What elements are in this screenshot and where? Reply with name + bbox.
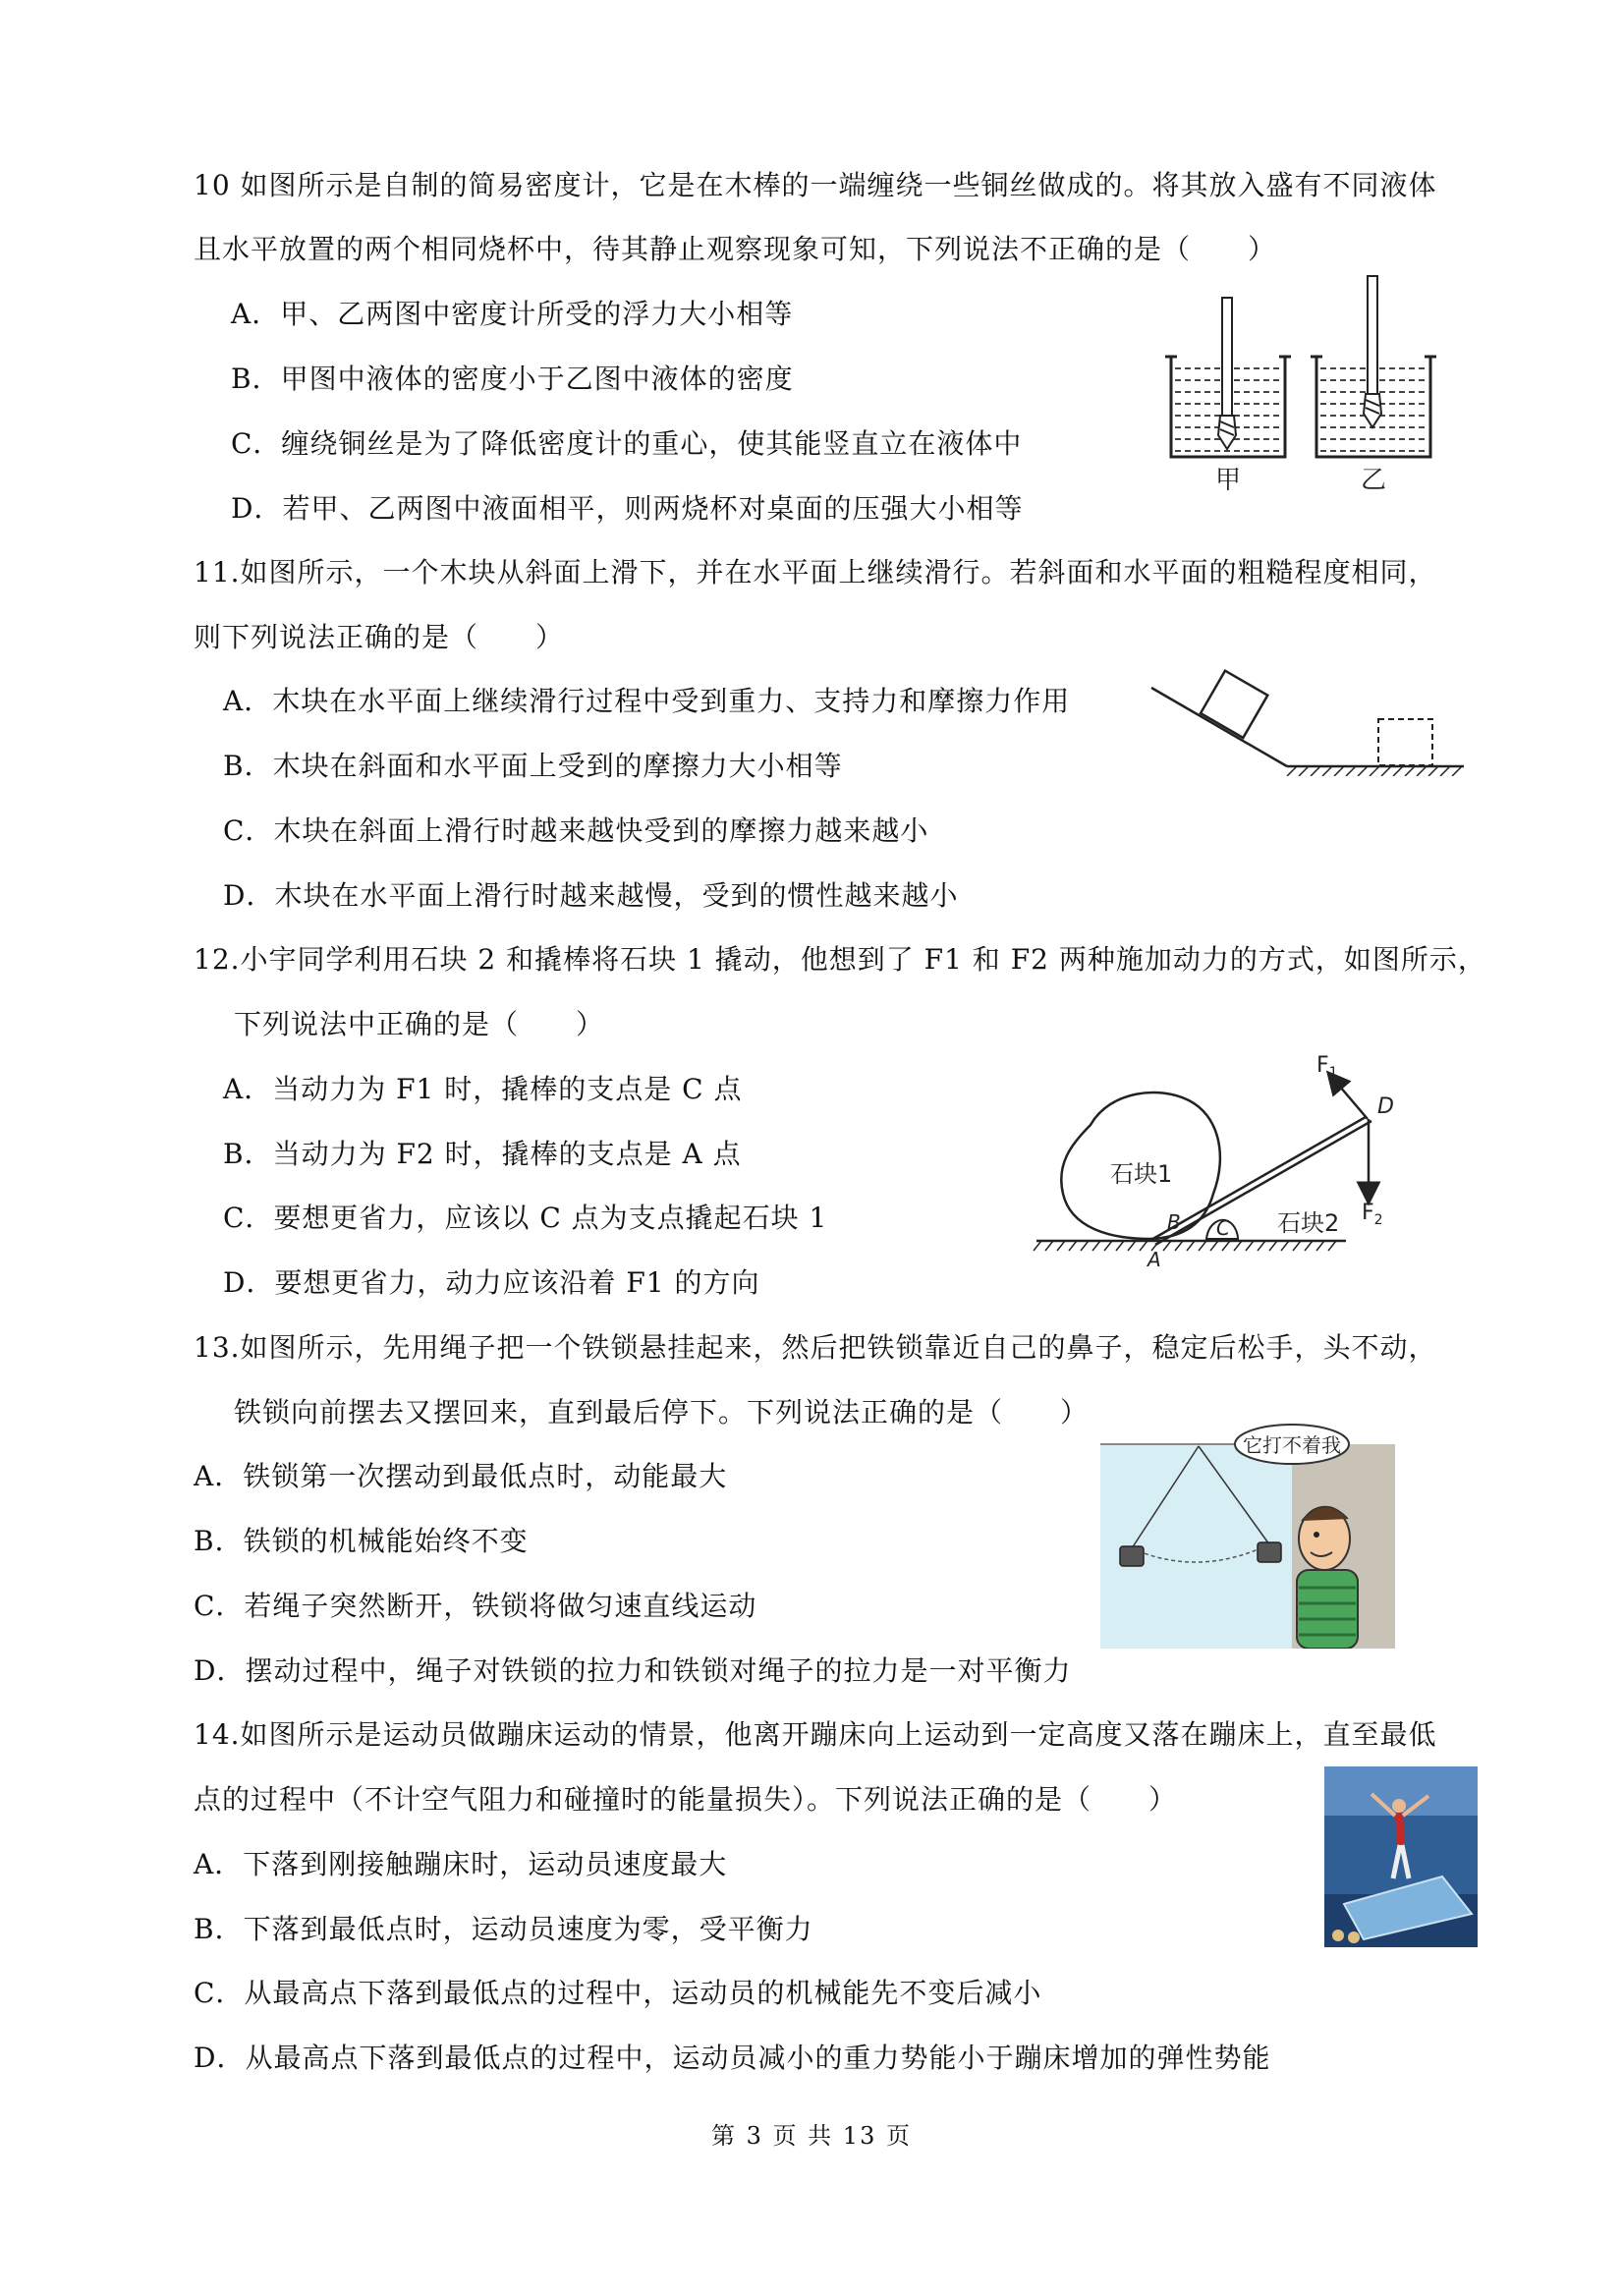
pendulum-lock-figure: [1100, 1423, 1395, 1649]
beaker-yi: [1311, 276, 1436, 457]
q14-option-b: B．下落到最低点时，运动员速度为零，受平衡力: [194, 1913, 813, 1945]
q12-stem-line2: 下列说法中正确的是（ ）: [234, 1008, 605, 1040]
label-point-c: C: [1216, 1216, 1230, 1240]
lock-right-icon: [1258, 1542, 1281, 1562]
q12-option-a: A．当动力为 F1 时，撬棒的支点是 C 点: [223, 1073, 743, 1105]
hydrometer-figure: [1159, 270, 1474, 501]
q10-stem-line1: 10 如图所示是自制的简易密度计，它是在木棒的一端缠绕一些铜丝做成的。将其放入盛有不同液体: [194, 169, 1437, 201]
q10-option-d: D．若甲、乙两图中液面相平，则两烧杯对桌面的压强大小相等: [231, 492, 1024, 525]
beaker-jia: [1165, 298, 1291, 457]
q14-stem-line1: 14.如图所示是运动员做蹦床运动的情景，他离开蹦床向上运动到一定高度又落在蹦床上，直至最低: [194, 1718, 1437, 1751]
label-yi: 乙: [1360, 466, 1387, 495]
trampoline-photo: [1324, 1766, 1478, 1947]
q13-option-a: A．铁锁第一次摆动到最低点时，动能最大: [194, 1460, 728, 1492]
q12-option-c: C．要想更省力，应该以 C 点为支点撬起石块 1: [223, 1202, 828, 1234]
block-on-incline: [1201, 671, 1267, 738]
q11-stem-line1: 11.如图所示，一个木块从斜面上滑下，并在水平面上继续滑行。若斜面和水平面的粗糙程度相同，: [194, 556, 1437, 588]
label-point-a: A: [1147, 1248, 1161, 1271]
label-f1: $F_1$: [1316, 1053, 1338, 1081]
q13-option-c: C．若绳子突然断开，铁锁将做匀速直线运动: [194, 1590, 757, 1622]
q14-option-c: C．从最高点下落到最低点的过程中，运动员的机械能先不变后减小: [194, 1977, 1042, 2009]
q10-option-a: A．甲、乙两图中密度计所受的浮力大小相等: [231, 298, 794, 330]
label-stone1: 石块1: [1110, 1160, 1173, 1188]
q14-option-a: A．下落到刚接触蹦床时，运动员速度最大: [194, 1848, 728, 1880]
q14-stem-line2: 点的过程中（不计空气阻力和碰撞时的能量损失）。下列说法正确的是（ ）: [194, 1783, 1178, 1816]
lock-left-icon: [1120, 1546, 1144, 1566]
label-stone2: 石块2: [1277, 1209, 1340, 1237]
label-jia: 甲: [1214, 466, 1242, 495]
q11-option-c: C．木块在斜面上滑行时越来越快受到的摩擦力越来越小: [223, 814, 929, 847]
q12-option-d: D．要想更省力，动力应该沿着 F1 的方向: [223, 1266, 760, 1299]
page-footer: 第 3 页 共 13 页: [711, 2122, 912, 2150]
q12-option-b: B．当动力为 F2 时，撬棒的支点是 A 点: [223, 1138, 742, 1170]
q11-option-b: B．木块在斜面和水平面上受到的摩擦力大小相等: [223, 750, 843, 782]
q13-stem-line2: 铁锁向前摆去又摆回来，直到最后停下。下列说法正确的是（ ）: [234, 1396, 1090, 1428]
q14-option-d: D．从最高点下落到最低点的过程中，运动员减小的重力势能小于蹦床增加的弹性势能: [194, 2042, 1271, 2074]
lever-figure: [1032, 1046, 1425, 1282]
q11-stem-line2: 则下列说法正确的是（ ）: [194, 621, 565, 653]
q10-option-b: B．甲图中液体的密度小于乙图中液体的密度: [231, 363, 794, 395]
label-point-d: D: [1377, 1094, 1394, 1119]
q10-stem-line2: 且水平放置的两个相同烧杯中，待其静止观察现象可知，下列说法不正确的是（ ）: [194, 233, 1277, 265]
q13-stem-line1: 13.如图所示，先用绳子把一个铁锁悬挂起来，然后把铁锁靠近自己的鼻子，稳定后松手，头不动，: [194, 1331, 1437, 1364]
q10-option-c: C．缠绕铜丝是为了降低密度计的重心，使其能竖直立在液体中: [231, 427, 1023, 460]
q13-option-b: B．铁锁的机械能始终不变: [194, 1525, 529, 1557]
label-f2: $F_2$: [1362, 1201, 1383, 1228]
q11-option-d: D．木块在水平面上滑行时越来越慢，受到的惯性越来越小: [223, 879, 959, 912]
q11-option-a: A．木块在水平面上继续滑行过程中受到重力、支持力和摩擦力作用: [223, 685, 1071, 717]
q13-option-d: D．摆动过程中，绳子对铁锁的拉力和铁锁对绳子的拉力是一对平衡力: [194, 1654, 1072, 1687]
incline-figure: [1140, 648, 1474, 776]
label-point-b: B: [1167, 1210, 1181, 1234]
block-on-ground-dashed: [1378, 719, 1432, 765]
boy-figure: [1297, 1506, 1358, 1649]
speech-bubble-text: 它打不着我: [1243, 1433, 1341, 1457]
force-f1-arrow: [1334, 1080, 1368, 1119]
q12-stem-line1: 12.小宇同学利用石块 2 和撬棒将石块 1 撬动，他想到了 F1 和 F2 两种施加动力的方式，如图所示，: [194, 943, 1486, 976]
